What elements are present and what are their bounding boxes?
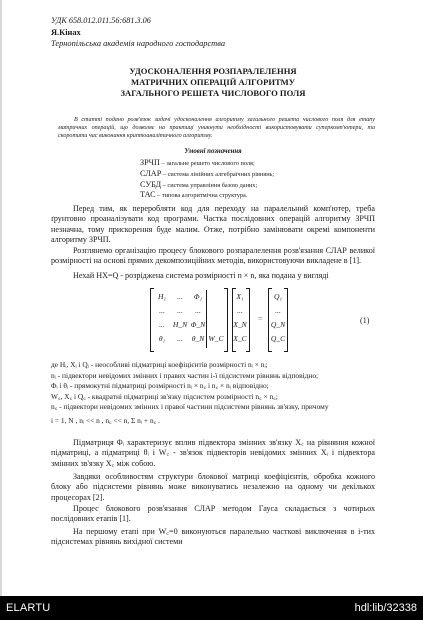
equation-number: (1) bbox=[360, 316, 370, 325]
definitions-block bbox=[51, 360, 375, 426]
body-paragraph: Нехай HX=Q - розріджена система розмірності n × n, яка подана у вигляді bbox=[73, 271, 329, 280]
matrix-cell: θ₁ bbox=[158, 334, 166, 343]
notation-list bbox=[140, 158, 380, 201]
definition-line: i = 1, N , nᵢ << n , n꜀ << n, Σ nᵢ + n꜀ . bbox=[51, 415, 160, 425]
affiliation: Тернопільська академія народного господарства bbox=[51, 39, 226, 48]
matrix-cell: ... bbox=[159, 320, 165, 329]
definition-line: де Hᵢ, Xᵢ і Qᵢ - неособливі підматриці коефіцієнтів розмірності nᵢ × nᵢ; bbox=[51, 360, 268, 369]
repository-name: ELARTU bbox=[6, 602, 51, 614]
matrix-cell: Q₁ bbox=[273, 292, 283, 301]
matrix-cell: ... bbox=[275, 306, 281, 315]
notation-desc: – система лінійних алгебраїчних рівнянь; bbox=[161, 170, 275, 178]
notation-item bbox=[140, 190, 380, 201]
matrix-cell: X₁ bbox=[236, 292, 244, 301]
body-paragraph: На першому етапі при W꜀=0 виконуються паралельно часткові виключення в і-тих підсистемах рівнянь вихідної системи bbox=[51, 527, 375, 547]
body-paragraph: Перед тим, як переробляти код для переходу на паралельний комп'ютер, треба ґрунтовно проаналізувати код програми. Частка послідовних операцій алгоритму ЗРЧП незначна, тому прискорення буде малим. Отже, потрібно замінювати окремі компоненти алгоритму ЗРЧП. bbox=[51, 204, 375, 245]
title-line: ЗАГАЛЬНОГО РЕШЕТА ЧИСЛОВОГО ПОЛЯ bbox=[120, 88, 306, 98]
matrix-cell: ... bbox=[177, 292, 183, 301]
notation-desc: – система управління базою даних; bbox=[161, 181, 258, 189]
matrix-cell: θ_N bbox=[191, 334, 205, 343]
title-line: МАТРИЧНИХ ОПЕРАЦІЙ АЛГОРИТМУ bbox=[130, 77, 296, 87]
abstract: В статті подано розв'язок задачі удосконалення алгоритму загального решета числового поля для етапу матричних операцій, що дозволяє на практиці уникнути необхідності використовувати суперкомп'ютери, та скоротити час виконання криптоаналітичного алгоритму. bbox=[58, 117, 375, 139]
matrix-cell: X_N bbox=[233, 320, 247, 329]
matrix-cell: ... bbox=[177, 334, 183, 343]
notation-desc: – типова алгоритмічна структура. bbox=[155, 192, 248, 200]
scan-edge bbox=[0, 0, 2, 596]
definition-line: nᵢ - підвектори невідомих змінних і правих частин і-ї підсистеми рівнянь відповідно; bbox=[51, 370, 319, 380]
matrix-cell: ... bbox=[159, 306, 165, 315]
matrix-cell: H_N bbox=[172, 320, 188, 329]
author-name: Я.Кінах bbox=[51, 28, 81, 37]
body-paragraph: Завдяки особливостям структури блокової матриці коефіцієнтів, обробка кожного блоку або підсистеми рівнянь може виконуватись незалежно на одному чи декількох процесорах [2]. bbox=[51, 472, 375, 502]
matrix-cell: Q_C bbox=[270, 334, 286, 343]
handle-identifier: hdl:lib/32338 bbox=[354, 602, 417, 614]
matrix-cell: ... bbox=[195, 306, 201, 315]
equals-sign: = bbox=[257, 314, 263, 323]
matrix-separator bbox=[206, 290, 207, 348]
matrix-cell: Φ₁ bbox=[193, 292, 203, 301]
notation-item bbox=[140, 169, 380, 180]
body-paragraph: Процес блокового розв'язання СЛАР методом Гауса складається з чотирьох послідовних етапів [1]. bbox=[51, 504, 375, 524]
definition-line: Φᵢ і θᵢ - прямокутні підматриці розмірності nᵢ × n꜀ і n꜀ × nᵢ відповідно; bbox=[51, 381, 269, 390]
matrix-cell: W_C bbox=[208, 334, 224, 343]
right-bracket bbox=[224, 288, 228, 352]
notation-heading: Умовні позначення bbox=[184, 148, 242, 155]
matrix-cell: Q_N bbox=[270, 320, 286, 329]
notation-abbr: ТАС bbox=[140, 190, 156, 200]
definition-line: W꜀, X꜀ і Q꜀ - квадратні підматриці зв'язку підсистем розмірності n꜀ × n꜀; bbox=[51, 391, 278, 401]
notation-desc: – загальне решето числового поля; bbox=[159, 160, 255, 167]
title-line: УДОСКОНАЛЕННЯ РОЗПАРАЛЕЛЕННЯ bbox=[129, 66, 297, 76]
notation-item bbox=[140, 180, 380, 191]
matrix-cell: X_C bbox=[233, 334, 247, 343]
block-matrix-equation bbox=[150, 288, 320, 352]
paper-title bbox=[51, 66, 375, 99]
notation-abbr: СУБД bbox=[140, 179, 162, 189]
notation-item bbox=[140, 158, 380, 169]
matrix-cell: ... bbox=[237, 306, 243, 315]
matrix-cell: Φ_N bbox=[190, 320, 206, 329]
udk-code: УДК 658.012.011.56:681.3.06 bbox=[51, 16, 151, 25]
body-paragraph: Підматриця Φᵢ характеризує вплив підвектора змінних зв'язку X꜀ на рівняння кожної підматриці, а підматриці θᵢ і W꜀ - зв'язок підвекторів невідомих змінних Xᵢ і підвектора змінних зв'язку X꜀ між собою. bbox=[51, 438, 375, 468]
matrix-cell: ... bbox=[177, 306, 183, 315]
repository-footer bbox=[0, 596, 423, 620]
matrix-cell: H₁ bbox=[157, 292, 167, 301]
notation-abbr: ЗРЧП bbox=[140, 158, 160, 167]
body-paragraph: Розглянемо організацію процесу блокового розпаралелення розв'язання СЛАР великої розмірності на основі прямих декомпозиційних методів, використовуючи викладене в [1]. bbox=[51, 246, 375, 266]
definition-line: n꜀ - підвектори невідомих змінних і правої частини підсистеми рівнянь зв'язку, причому bbox=[51, 402, 329, 411]
notation-abbr: СЛАР bbox=[140, 168, 162, 178]
